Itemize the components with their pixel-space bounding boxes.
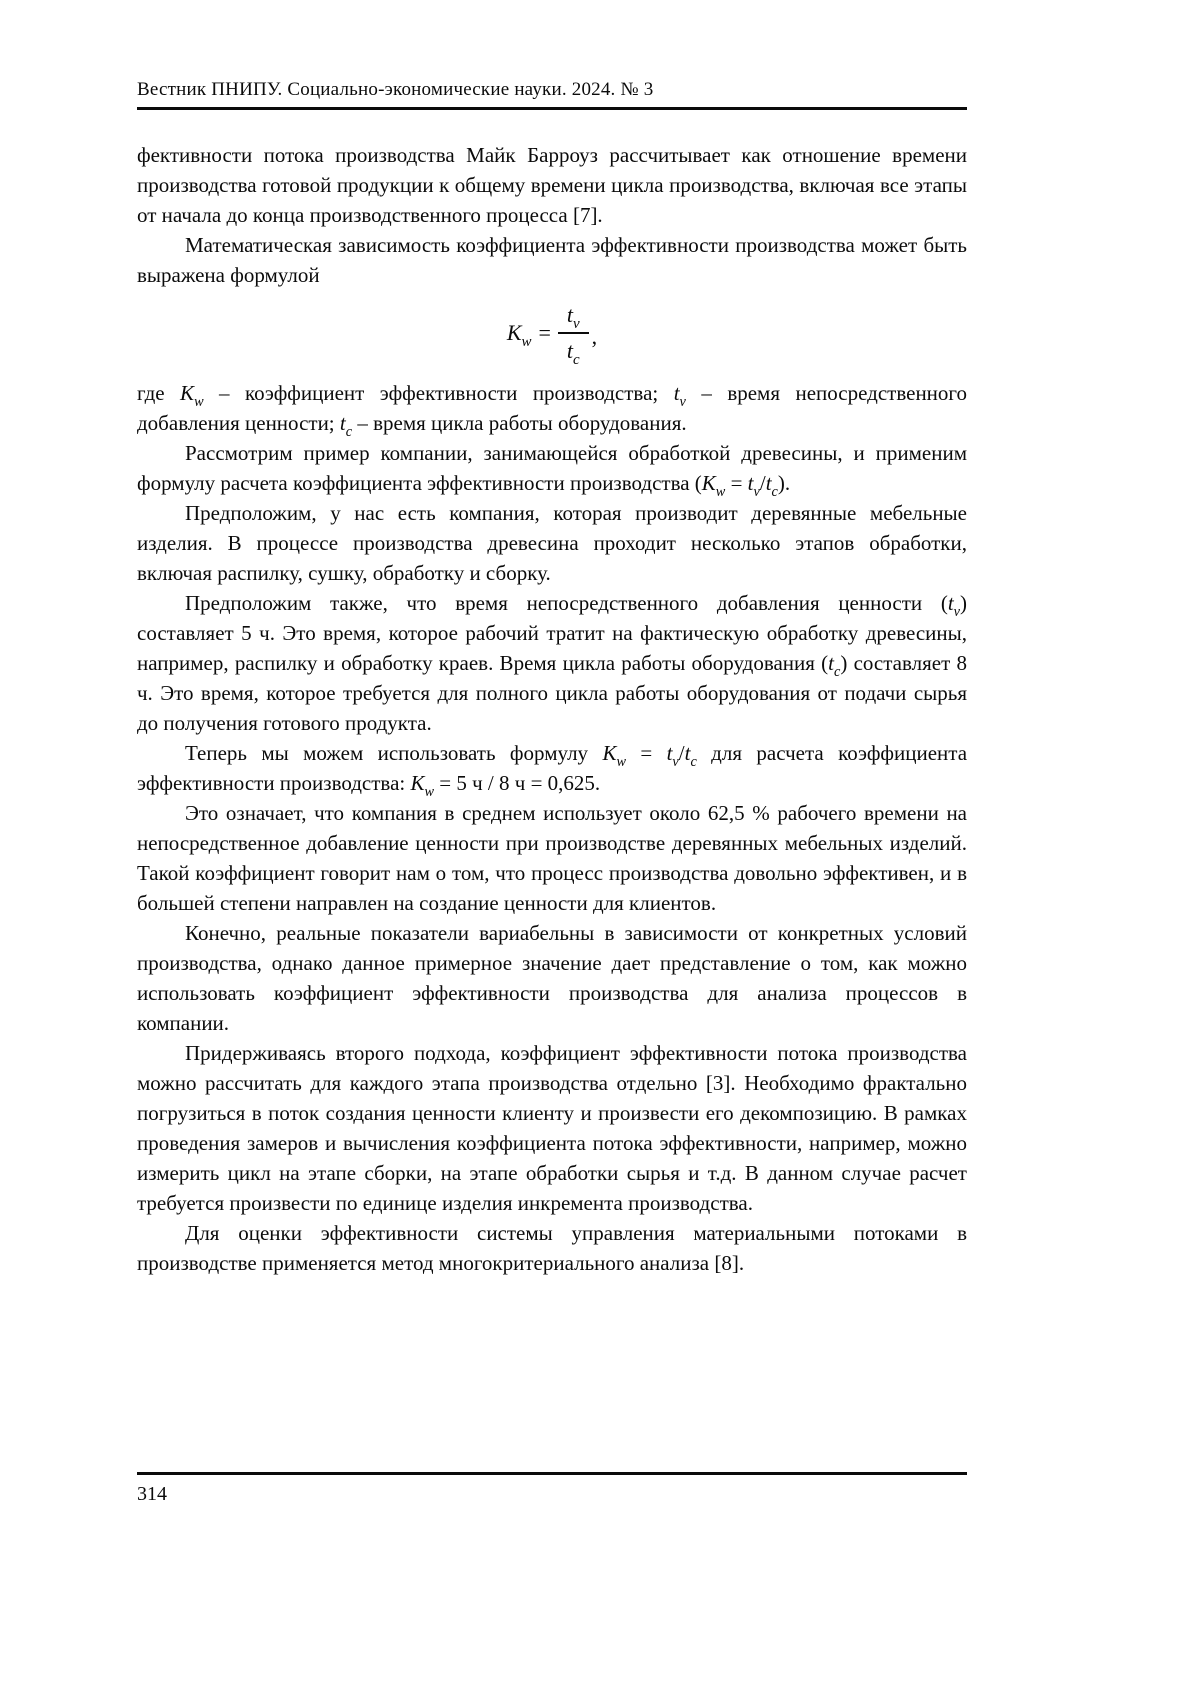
fraction-numerator (558, 302, 589, 334)
text-run: = (725, 471, 748, 495)
text-run: = 5 ч / 8 ч = 0,625. (434, 771, 601, 795)
text-run: Предположим, у нас есть компания, которая производит деревянные мебельные изделия. В процессе производства древесина проходит несколько этапов обработки, включая распилку, сушку, обработку и сборку. (137, 501, 967, 585)
text-run: где (137, 381, 181, 405)
text-run: Предположим также, что время непосредственного добавления ценности ( (185, 591, 948, 615)
body-paragraph (137, 1218, 967, 1278)
body-paragraph (137, 588, 967, 738)
math-variable: K (602, 741, 617, 765)
math-variable: K (410, 771, 425, 795)
text-run: ) составляет 8 ч. Это время, которое требуется для полного цикла работы оборудования от подачи сырья до получения готового продукта. (137, 651, 968, 735)
text-run: Математическая зависимость коэффициента эффективности производства может быть выражена формулой (137, 233, 967, 287)
text-run: – время цикла работы оборудования. (352, 411, 687, 435)
body-paragraph (137, 738, 968, 801)
math-variable-subscript: w (521, 334, 532, 351)
fraction-denominator (566, 334, 580, 369)
page-number: 314 (137, 1483, 167, 1505)
math-variable-subscript: c (771, 484, 778, 501)
math-variable-subscript: c (834, 664, 841, 681)
math-variable-subscript: v (672, 754, 679, 771)
equals-sign: = (538, 320, 551, 345)
text-run: Рассмотрим пример компании, занимающейся обработкой древесины, и применим формулу расчета коэффициента эффективности производства ( (137, 441, 967, 495)
math-variable-subscript: v (753, 484, 760, 501)
body-paragraph (137, 798, 967, 918)
text-run: для расчета коэффициента эффективности производства: (137, 741, 968, 795)
formula-trailing-punctuation: , (591, 324, 598, 349)
math-variable: t (747, 471, 754, 495)
math-variable: t (666, 741, 673, 765)
body-paragraph (137, 918, 967, 1038)
math-variable-subscript: v (679, 394, 686, 411)
text-run: ) составляет 5 ч. Это время, которое рабочий тратит на фактическую обработку древесины, например, распилку и обработку краев. Время цикла работы оборудования ( (137, 591, 967, 675)
body-paragraph (137, 1038, 967, 1218)
text-run: Придерживаясь второго подхода, коэффициент эффективности потока производства можно рассчитать для каждого этапа производства отдельно [3]. Необходимо фрактально погрузиться в поток создания ценности клиенту и произвести его декомпозицию. В рамках проведения замеров и вычисления коэффициента потока эффективности, например, можно измерить цикл на этапе сборки, на этапе обработки сырья и т.д. В данном случае расчет требуется произвести по единице изделия инкремента производства. (137, 1041, 967, 1215)
running-header (137, 78, 967, 110)
text-run: Теперь мы можем использовать формулу (185, 741, 603, 765)
body-paragraph (137, 498, 967, 588)
math-variable: t (339, 411, 346, 435)
fraction (558, 302, 589, 369)
header-rule (137, 107, 967, 110)
math-variable: K (506, 320, 522, 345)
math-variable: t (947, 591, 954, 615)
math-variable-subscript: w (715, 484, 726, 501)
body-paragraph (137, 438, 967, 501)
formula-lhs (506, 320, 532, 351)
article-body (137, 140, 967, 1278)
text-run: / (678, 741, 685, 765)
math-variable: t (566, 338, 574, 363)
math-variable-subscript: c (573, 352, 580, 369)
body-paragraph (137, 230, 967, 290)
math-variable: K (180, 381, 195, 405)
math-variable-subscript: v (953, 604, 960, 621)
math-variable-subscript: c (690, 754, 697, 771)
display-formula (137, 302, 967, 369)
text-run: Для оценки эффективности системы управления материальными потоками в производстве применяется метод многокритериального анализа [8]. (137, 1221, 967, 1275)
text-run: Конечно, реальные показатели вариабельны в зависимости от конкретных условий производства, однако данное примерное значение дает представление о том, как можно использовать коэффициент эффективности производства для анализа процессов в компании. (137, 921, 967, 1035)
math-variable: t (684, 741, 691, 765)
body-paragraph (137, 140, 967, 230)
math-variable-subscript: w (194, 394, 204, 411)
text-run: = (625, 741, 667, 765)
text-run: – коэффициент эффективности производства; (203, 381, 674, 405)
journal-header-text: Вестник ПНИПУ. Социально-экономические науки. 2024. № 3 (137, 79, 654, 100)
math-variable: t (566, 302, 574, 327)
math-variable: t (765, 471, 772, 495)
text-run: фективности потока производства Майк Барроуз рассчитывает как отношение времени производства готовой продукции к общему времени цикла производства, включая все этапы от начала до конца производственного процесса [7]. (137, 143, 967, 227)
math-variable: K (701, 471, 716, 495)
text-run: / (759, 471, 766, 495)
math-variable-subscript: w (616, 754, 626, 771)
text-run: – время непосредственного добавления ценности; (137, 381, 968, 435)
math-variable-subscript: w (424, 784, 435, 801)
math-variable: t (828, 651, 834, 675)
body-paragraph (137, 378, 968, 441)
math-variable-subscript: v (573, 316, 580, 333)
text-run: Это означает, что компания в среднем использует около 62,5 % рабочего времени на непосредственное добавление ценности при производстве деревянных мебельных изделий. Такой коэффициент говорит нам о том, что процесс производства довольно эффективен, и в большей степени направлен на создание ценности для клиентов. (137, 801, 967, 915)
math-variable-subscript: c (345, 424, 353, 441)
math-variable: t (673, 381, 680, 405)
text-run: ). (777, 471, 791, 495)
footer-rule (137, 1472, 967, 1475)
